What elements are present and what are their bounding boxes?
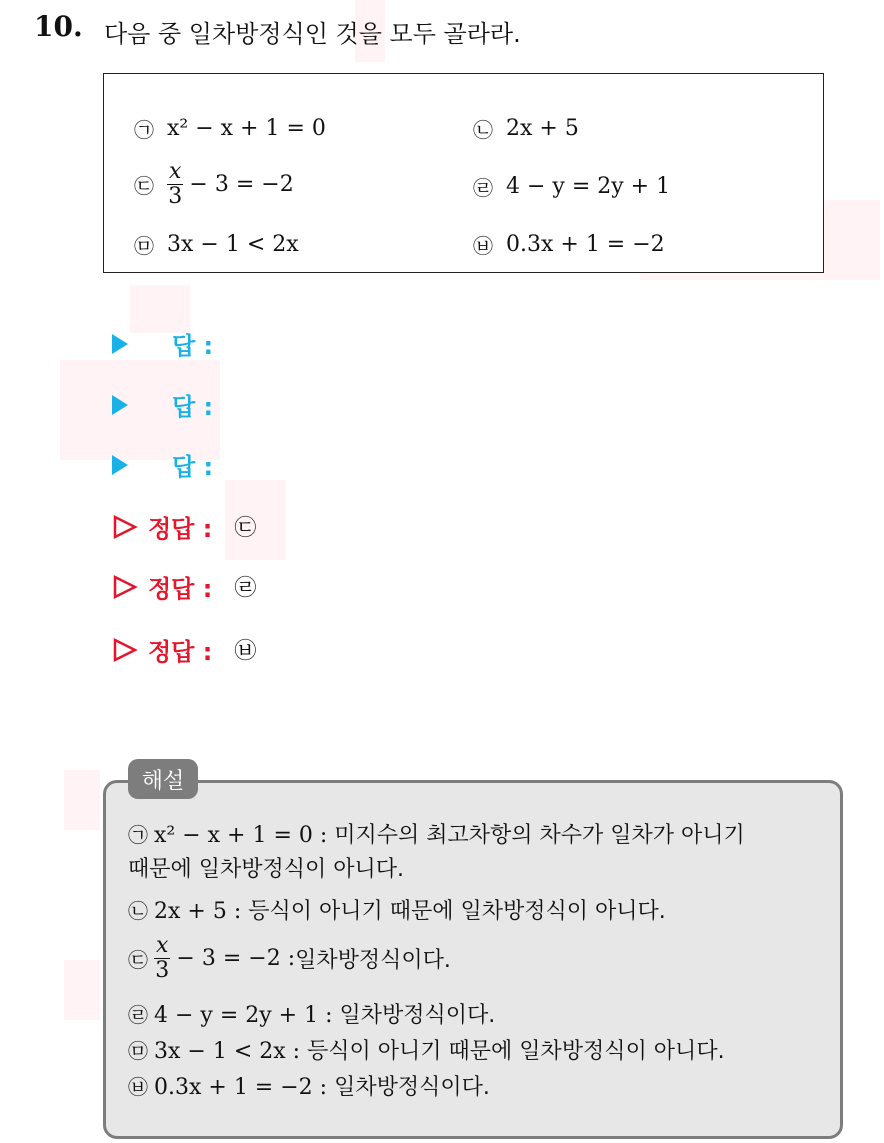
answer-label: 답 : (172, 332, 214, 360)
correct-label: 정답 : (148, 575, 213, 603)
explanation-expression: 4 − y = 2y + 1 : (154, 1003, 333, 1028)
choice-mark: ㉢ (134, 174, 154, 199)
explanation-expression: − 3 = −2 : (176, 946, 296, 972)
explanation-tag: 해설 (128, 759, 198, 799)
answer-row-1[interactable] (112, 326, 213, 361)
explanation-line-3 (128, 894, 666, 925)
choice-expression: 3x − 1 < 2x (167, 232, 299, 257)
choice-mark: ㉠ (134, 118, 154, 142)
choice-5 (133, 230, 299, 259)
question-text: 다음 중 일차방정식인 것을 모두 골라라. (104, 20, 521, 48)
answer-label: 답 : (172, 453, 214, 481)
outline-triangle-icon (112, 637, 138, 663)
choice-mark: ㉥ (473, 234, 493, 258)
correct-answer-row-2 (112, 569, 256, 604)
explanation-text: 일차방정식이다. (327, 1075, 490, 1100)
outline-triangle-icon (112, 514, 138, 540)
explanation-text: 미지수의 최고차항의 차수가 일차가 아니기 (327, 823, 745, 848)
explanation-mark: ㉢ (128, 948, 148, 973)
correct-answer-value: ㉥ (234, 639, 257, 664)
explanation-expression: x² − x + 1 = 0 : (154, 823, 328, 848)
play-triangle-icon (112, 334, 128, 354)
fraction-numerator: x (156, 933, 169, 958)
choice-mark: ㉡ (473, 118, 493, 142)
explanation-line-6 (128, 1034, 725, 1065)
explanation-text: 등식이 아니기 때문에 일차방정식이 아니다. (300, 1039, 725, 1064)
explanation-expression: 0.3x + 1 = −2 : (154, 1075, 328, 1100)
fraction (154, 934, 170, 983)
background-decoration (64, 770, 100, 830)
explanation-text: 때문에 일차방정식이 아니다. (128, 857, 405, 882)
explanation-text: 등식이 아니기 때문에 일차방정식이 아니다. (241, 899, 666, 924)
fraction (167, 160, 183, 209)
correct-answer-row-3 (112, 632, 256, 667)
explanation-mark: ㉣ (128, 1003, 148, 1027)
correct-answer-value: ㉢ (234, 516, 257, 541)
play-triangle-icon (112, 455, 128, 475)
fraction-denominator: 3 (155, 958, 170, 984)
explanation-expression: 3x − 1 < 2x : (154, 1039, 301, 1064)
explanation-mark: ㉡ (128, 899, 148, 923)
correct-answer-row-1 (112, 509, 256, 544)
answer-label: 답 : (172, 393, 214, 421)
explanation-expression: 2x + 5 : (154, 899, 242, 924)
explanation-line-2 (128, 852, 404, 883)
choice-expression: 2x + 5 (506, 116, 579, 141)
explanation-line-1 (128, 818, 745, 849)
background-decoration (64, 960, 100, 1020)
answer-row-3[interactable] (112, 447, 213, 482)
fraction-denominator: 3 (168, 184, 183, 210)
correct-label: 정답 : (148, 515, 213, 543)
choice-1 (133, 114, 326, 143)
answer-row-2[interactable] (112, 387, 213, 422)
choice-mark: ㉣ (473, 176, 493, 200)
question-number: 10. (34, 10, 83, 43)
explanation-mark: ㉥ (128, 1075, 148, 1099)
correct-label: 정답 : (148, 638, 213, 666)
choice-3 (133, 160, 294, 209)
correct-answer-value: ㉣ (234, 576, 257, 601)
choice-mark: ㉤ (134, 234, 154, 258)
explanation-line-7 (128, 1070, 490, 1101)
explanation-line-5 (128, 998, 495, 1029)
explanation-mark: ㉤ (128, 1039, 148, 1063)
choice-expression: 0.3x + 1 = −2 (506, 232, 665, 257)
explanation-line-4 (128, 934, 451, 983)
choice-4 (472, 172, 670, 201)
choice-expression: − 3 = −2 (189, 172, 294, 198)
choice-2 (472, 114, 579, 143)
explanation-text: 일차방정식이다. (295, 948, 451, 974)
outline-triangle-icon (112, 574, 138, 600)
choice-expression: 4 − y = 2y + 1 (506, 174, 671, 199)
explanation-mark: ㉠ (128, 823, 148, 847)
choice-6 (472, 230, 665, 259)
fraction-numerator: x (169, 159, 182, 184)
choice-expression: x² − x + 1 = 0 (167, 116, 326, 141)
explanation-text: 일차방정식이다. (332, 1003, 496, 1028)
play-triangle-icon (112, 395, 128, 415)
